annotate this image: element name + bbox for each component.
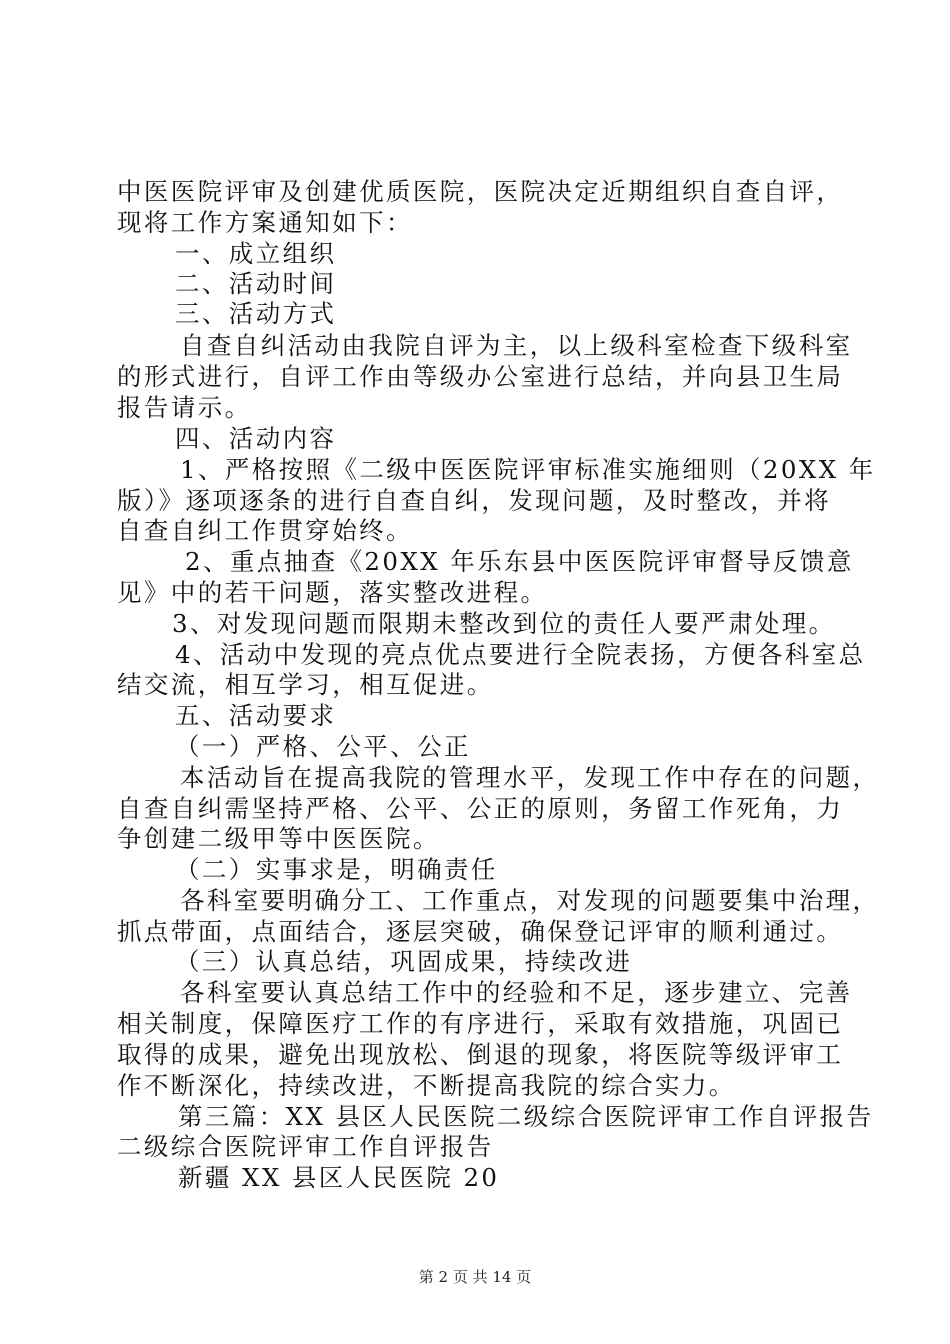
text-line: 报告请示。 bbox=[117, 393, 252, 422]
section-heading: 一、成立组织 bbox=[175, 239, 337, 268]
section-heading: 五、活动要求 bbox=[175, 701, 337, 730]
text-line: 争创建二级甲等中医医院。 bbox=[117, 824, 440, 853]
text-line: 4、活动中发现的亮点优点要进行全院表扬，方便各科室总 bbox=[175, 640, 866, 669]
subsection-heading: （三）认真总结，巩固成果，持续改进 bbox=[175, 947, 633, 976]
text-line: 相关制度，保障医疗工作的有序进行，采取有效措施，巩固已 bbox=[117, 1009, 844, 1038]
subsection-heading: （一）严格、公平、公正 bbox=[175, 732, 471, 761]
text-line: 各科室要认真总结工作中的经验和不足，逐步建立、完善 bbox=[180, 978, 853, 1007]
text-line: 中医医院评审及创建优质医院，医院决定近期组织自查自评， bbox=[117, 177, 844, 206]
text-line: 现将工作方案通知如下： bbox=[117, 208, 413, 237]
text-line: 版）》逐项逐条的进行自查自纠，发现问题，及时整改，并将 bbox=[117, 486, 832, 515]
text-line: 3、对发现问题而限期未整改到位的责任人要严肃处理。 bbox=[172, 609, 836, 638]
text-line: 取得的成果，避免出现放松、倒退的现象，将医院等级评审工 bbox=[117, 1040, 844, 1069]
section-heading: 三、活动方式 bbox=[175, 299, 337, 328]
text-line: 的形式进行，自评工作由等级办公室进行总结，并向县卫生局 bbox=[117, 362, 844, 391]
subsection-heading: （二）实事求是，明确责任 bbox=[175, 855, 498, 884]
text-line: 各科室要明确分工、工作重点，对发现的问题要集中治理， bbox=[180, 886, 880, 915]
text-line: 本活动旨在提高我院的管理水平，发现工作中存在的问题， bbox=[180, 763, 880, 792]
text-line: 自查自纠活动由我院自评为主，以上级科室检查下级科室 bbox=[180, 331, 853, 360]
text-line: 自查自纠工作贯穿始终。 bbox=[117, 516, 413, 545]
text-line: 1、严格按照《二级中医医院评审标准实施细则（20XX 年 bbox=[180, 455, 876, 484]
chapter-subtitle: 二级综合医院评审工作自评报告 bbox=[117, 1132, 494, 1161]
text-line: 2、重点抽查《20XX 年乐东县中医医院评审督导反馈意 bbox=[185, 547, 854, 576]
section-heading: 二、活动时间 bbox=[175, 269, 337, 298]
chapter-title: 第三篇：XX 县区人民医院二级综合医院评审工作自评报告 bbox=[178, 1102, 874, 1131]
page-footer: 第 2 页 共 14 页 bbox=[418, 1268, 532, 1286]
text-line: 抓点带面，点面结合，逐层突破，确保登记评审的顺利通过。 bbox=[117, 917, 844, 946]
text-line: 自查自纠需坚持严格、公平、公正的原则，务留工作死角，力 bbox=[117, 794, 844, 823]
text-line: 作不断深化，持续改进，不断提高我院的综合实力。 bbox=[117, 1071, 736, 1100]
section-heading: 四、活动内容 bbox=[175, 424, 337, 453]
text-line: 结交流，相互学习，相互促进。 bbox=[117, 670, 494, 699]
text-line: 见》中的若干问题，落实整改进程。 bbox=[117, 578, 548, 607]
text-line: 新疆 XX 县区人民医院 20 bbox=[178, 1163, 500, 1192]
